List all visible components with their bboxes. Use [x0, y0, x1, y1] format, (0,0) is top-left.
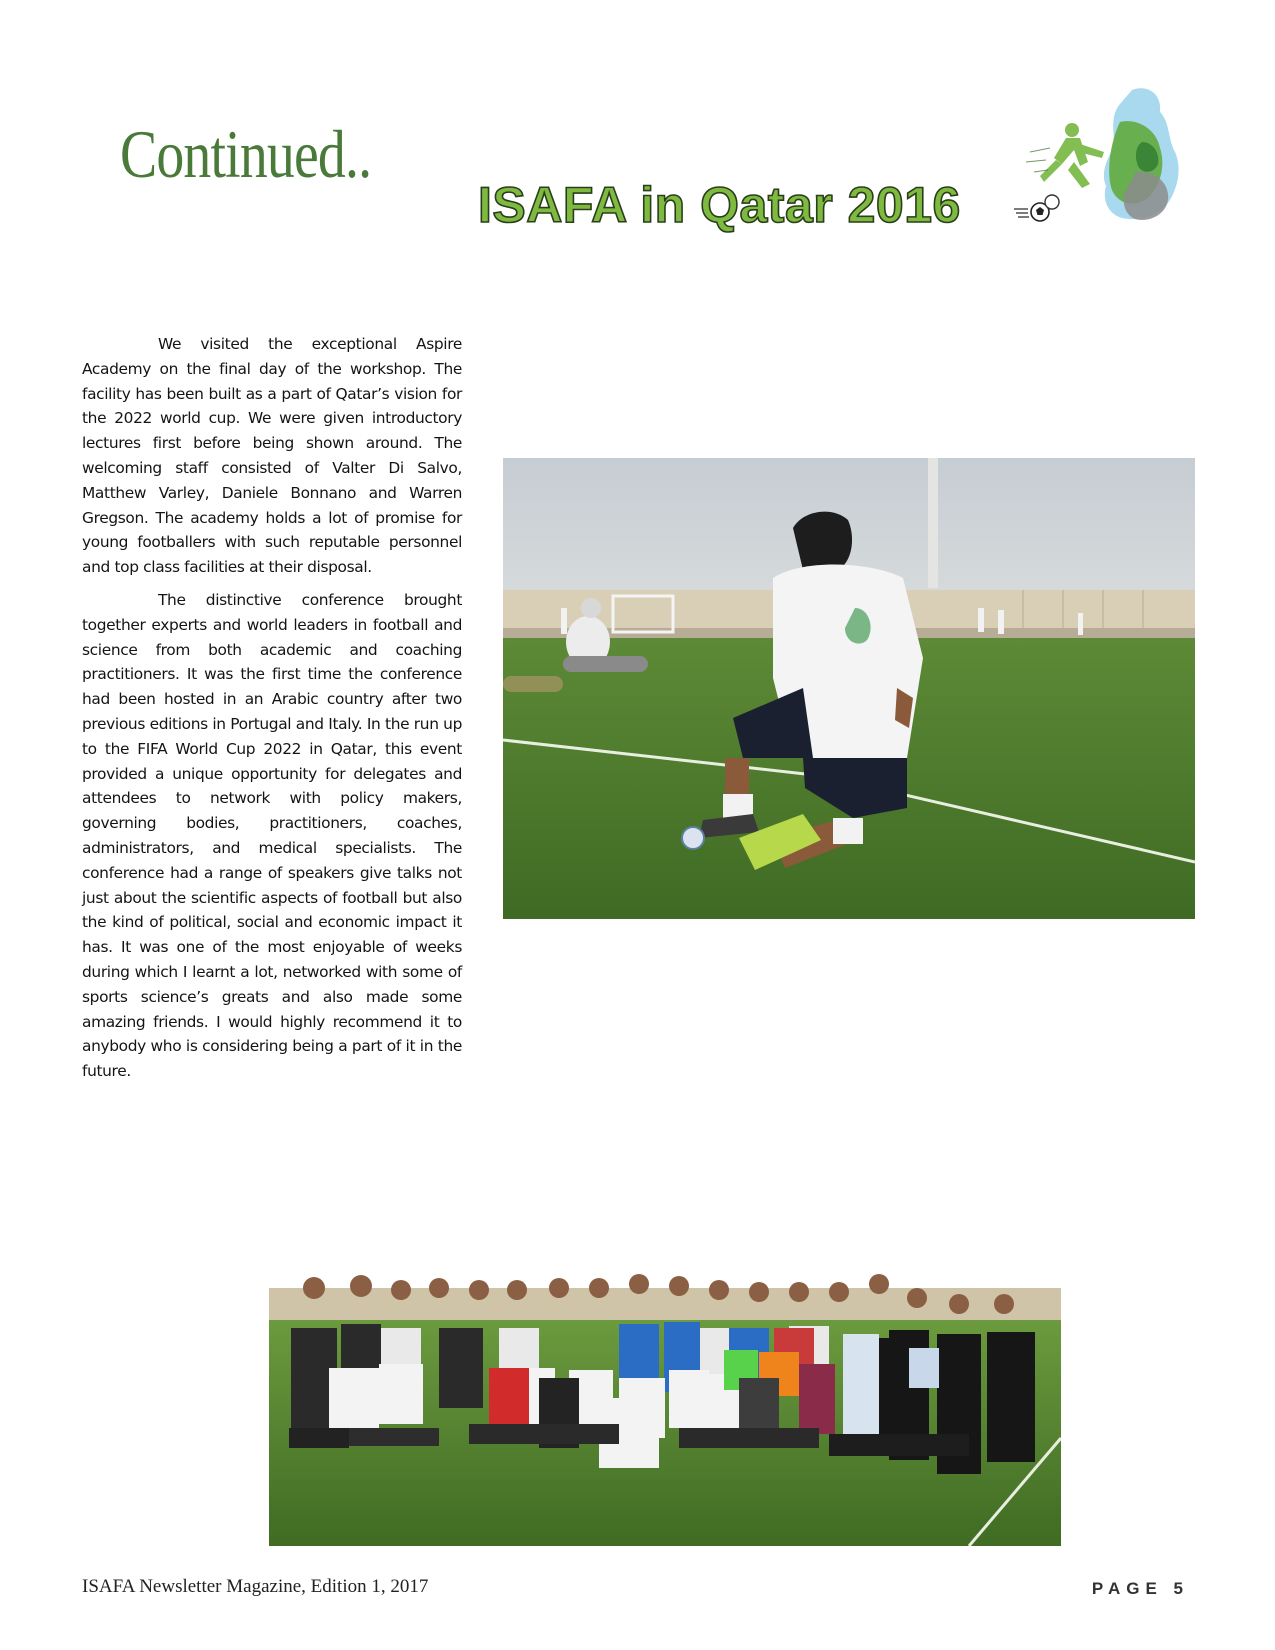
page-number: PAGE 5: [1091, 1579, 1189, 1598]
footer-publication: ISAFA Newsletter Magazine, Edition 1, 2017: [82, 1576, 429, 1597]
qatar-map-logo: [1010, 82, 1205, 237]
article-paragraph: The distinctive conference brought together experts and world leaders in football and science from both academic and coaching practitioners. It was the first time the conference had been hosted in an Arabic country after two previous editions in Portugal and Italy. In the run up to the FIFA World Cup 2022 in Qatar, this event provided a unique opportunity for delegates and attendees to network with policy makers, governing bodies, practitioners, coaches, administrators, and medical specialists. The conference had a range of speakers give talks not just about the scientific aspects of football but also the kind of political, social and economic impact it has. It was one of the most enjoyable of weeks during which I learnt a lot, networked with some of sports science’s greats and also made some amazing friends. I would highly recommend it to anybody who is considering being a part of it in the future.: [82, 590, 462, 1081]
article-body: [82, 332, 462, 1092]
article-paragraph: We visited the exceptional Aspire Academy on the final day of the workshop. The facility has been built as a part of Qatar’s vision for the 2022 world cup. We were given introductory lectures first before being shown around. The welcoming staff consisted of Valter Di Salvo, Matthew Varley, Daniele Bonnano and Warren Gregson. The academy holds a lot of promise for young footballers with such reputable personnel and top class facilities at their disposal.: [82, 335, 462, 577]
photo-player-stretching: [503, 458, 1195, 919]
photo-group: [269, 1138, 1061, 1546]
continued-heading: Continued..: [120, 116, 372, 192]
banner-title: ISAFA in Qatar 2016: [478, 177, 961, 233]
